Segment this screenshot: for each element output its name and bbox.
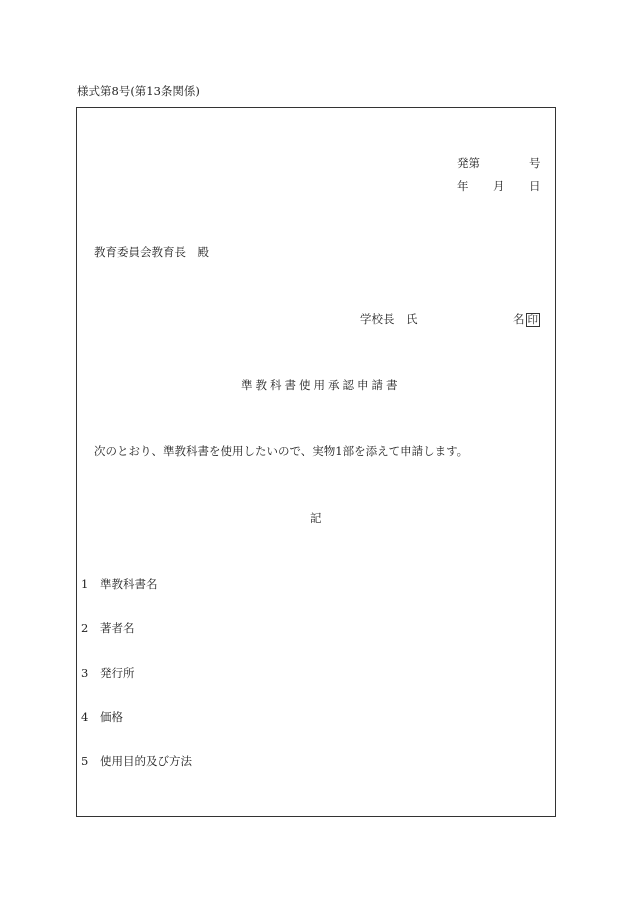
- item-label: 発行所: [100, 666, 135, 680]
- item-label: 使用目的及び方法: [100, 754, 192, 768]
- item-number: 5: [81, 754, 89, 768]
- ki-heading: 記: [310, 511, 322, 525]
- document-title: 準教科書使用承認申請書: [241, 378, 401, 392]
- form-label: 様式第8号(第13条関係): [77, 84, 200, 98]
- item-number: 4: [81, 710, 89, 724]
- seal-mark: 印: [527, 314, 538, 326]
- issue-number-prefix: 発第: [457, 156, 480, 170]
- addressee: 教育委員会教育長 殿: [94, 245, 209, 259]
- list-item: [81, 623, 135, 635]
- name-label: 名: [513, 312, 525, 326]
- body-text: 次のとおり、準教科書を使用したいので、実物1部を添えて申請します。: [94, 444, 469, 458]
- item-number: 3: [81, 666, 89, 680]
- date-month: 月: [493, 179, 505, 193]
- list-item: [81, 668, 135, 680]
- item-label: 準教科書名: [100, 577, 158, 591]
- item-label: 価格: [100, 710, 123, 724]
- applicant-position-label: 学校長 氏: [360, 312, 418, 326]
- date-day: 日: [529, 179, 541, 193]
- item-number: 1: [81, 577, 89, 591]
- form-frame: [76, 107, 556, 817]
- item-number: 2: [81, 621, 89, 635]
- date-year: 年: [457, 179, 469, 193]
- list-item: [81, 712, 123, 724]
- list-item: [81, 756, 192, 768]
- applicant-name-label: [513, 313, 540, 327]
- item-label: 著者名: [100, 621, 135, 635]
- list-item: [81, 579, 158, 591]
- issue-number-suffix: 号: [529, 156, 541, 170]
